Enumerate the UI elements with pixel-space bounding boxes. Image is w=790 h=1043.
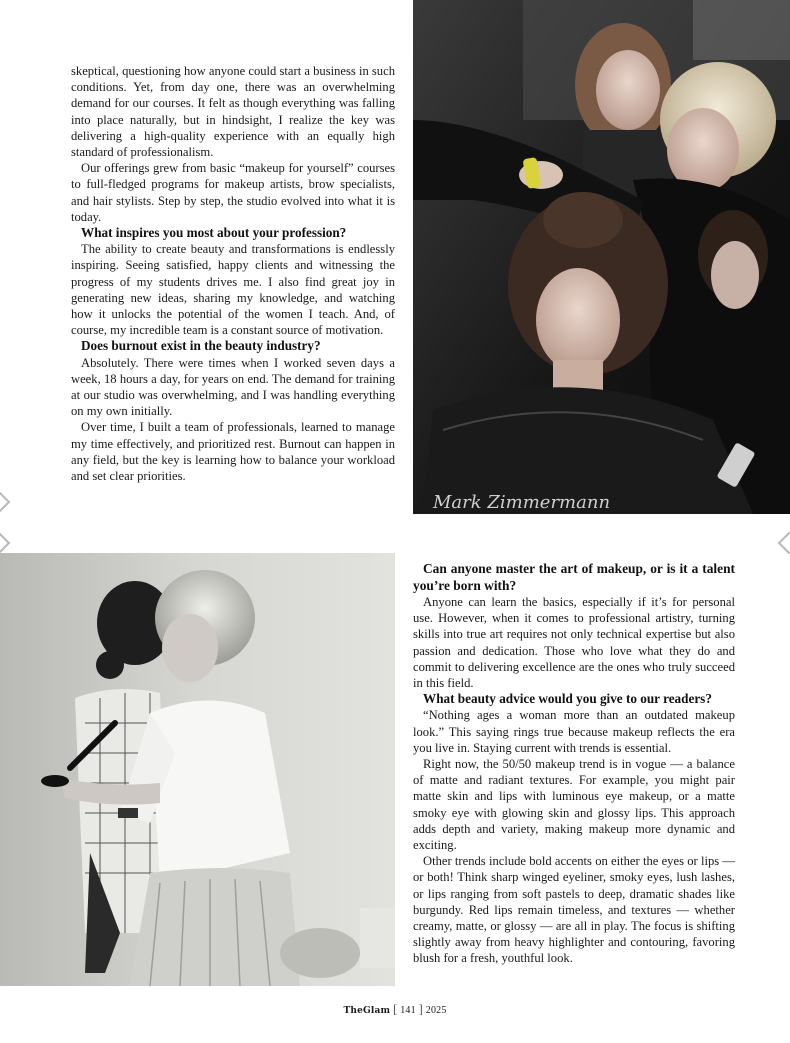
hairstylist-illustration	[413, 0, 790, 514]
bracket-right-icon: ]	[418, 1001, 424, 1016]
article-column-top	[71, 63, 395, 484]
magazine-brand: TheGlam	[343, 1006, 391, 1016]
previous-page-arrow-icon[interactable]	[0, 491, 10, 514]
photo-hairstylist-backstage	[413, 0, 790, 514]
paragraph: Over time, I built a team of professionals, learned to manage my time effectively, and prioritized rest. Burnout can happen in any field, but the key is learning how to balance your workload and set clear priorities.	[71, 420, 395, 484]
photo-credit-signature: Mark Zimmermann	[433, 492, 611, 513]
issue-year: 2025	[425, 1005, 447, 1016]
paragraph: Other trends include bold accents on either the eyes or lips — or both! Think sharp winged eyeliner, smoky eyes, lush lashes, or lips ranging from soft pastels to deep, dramatic shades like burgundy. Red lips remain timeless, and textures — whether creamy, matte, or glossy — are all in play. The focus is shifting slightly away from heavy highlighter and contouring, favoring blush for a fresh, youthful look.	[413, 854, 735, 966]
paragraph: skeptical, questioning how anyone could start a business in such conditions. Yet, from day one, there was an overwhelming demand for our courses. It felt as though everything was falling into place naturally, but in hindsight, I realize the key was delivering a high-quality experience with an equally high standard of professionalism.	[71, 64, 395, 160]
paragraph: Anyone can learn the basics, especially if it’s for personal use. However, when it comes to professional artistry, turning skills into true art requires not only technical expertise but also passion and dedication. Those who love what they do and commit to delivering excellence are the ones who truly succeed in this field.	[413, 595, 735, 691]
paragraph: Right now, the 50/50 makeup trend is in vogue — a balance of matte and radiant textures. For example, you might pair matte skin and lips with luminous eye makeup, or a matte smoky eye with glowing skin and glossy lips. This approach adds depth and variety, making makeup more dynamic and exciting.	[413, 757, 735, 853]
page-footer	[0, 1001, 790, 1017]
previous-page-arrow-icon[interactable]	[0, 532, 10, 555]
question-heading: What inspires you most about your profession?	[81, 225, 347, 241]
next-page-arrow-icon[interactable]	[778, 532, 790, 555]
makeup-artist-illustration	[0, 553, 395, 986]
photo-makeup-artist	[0, 553, 395, 986]
paragraph: The ability to create beauty and transformations is endlessly inspiring. Seeing satisfied, happy clients and witnessing the progress of my students drives me. I also find great joy in generating new ideas, sharing my knowledge, and watching how it unlocks the potential of the women I teach. And, of course, my incredible team is a constant source of motivation.	[71, 242, 395, 338]
article-column-bottom	[413, 560, 735, 967]
paragraph: “Nothing ages a woman more than an outdated makeup look.” This saying rings true because makeup reflects the era you live in. Staying current with trends is essential.	[413, 708, 735, 755]
paragraph: Our offerings grew from basic “makeup for yourself” courses to full-fledged programs for makeup artists, brow specialists, and hair stylists. Step by step, the studio evolved into what it is today.	[71, 161, 395, 224]
page-number: 141	[400, 1005, 416, 1016]
question-heading: Does burnout exist in the beauty industry?	[81, 338, 321, 354]
question-heading: What beauty advice would you give to our readers?	[423, 691, 712, 707]
question-heading: Can anyone master the art of makeup, or is it a talent you’re born with?	[413, 561, 735, 593]
paragraph: Absolutely. There were times when I worked seven days a week, 18 hours a day, for years on end. The demand for training at our studio was overwhelming, and I was handling everything on my own initially.	[71, 355, 395, 419]
bracket-left-icon: [	[392, 1001, 398, 1016]
